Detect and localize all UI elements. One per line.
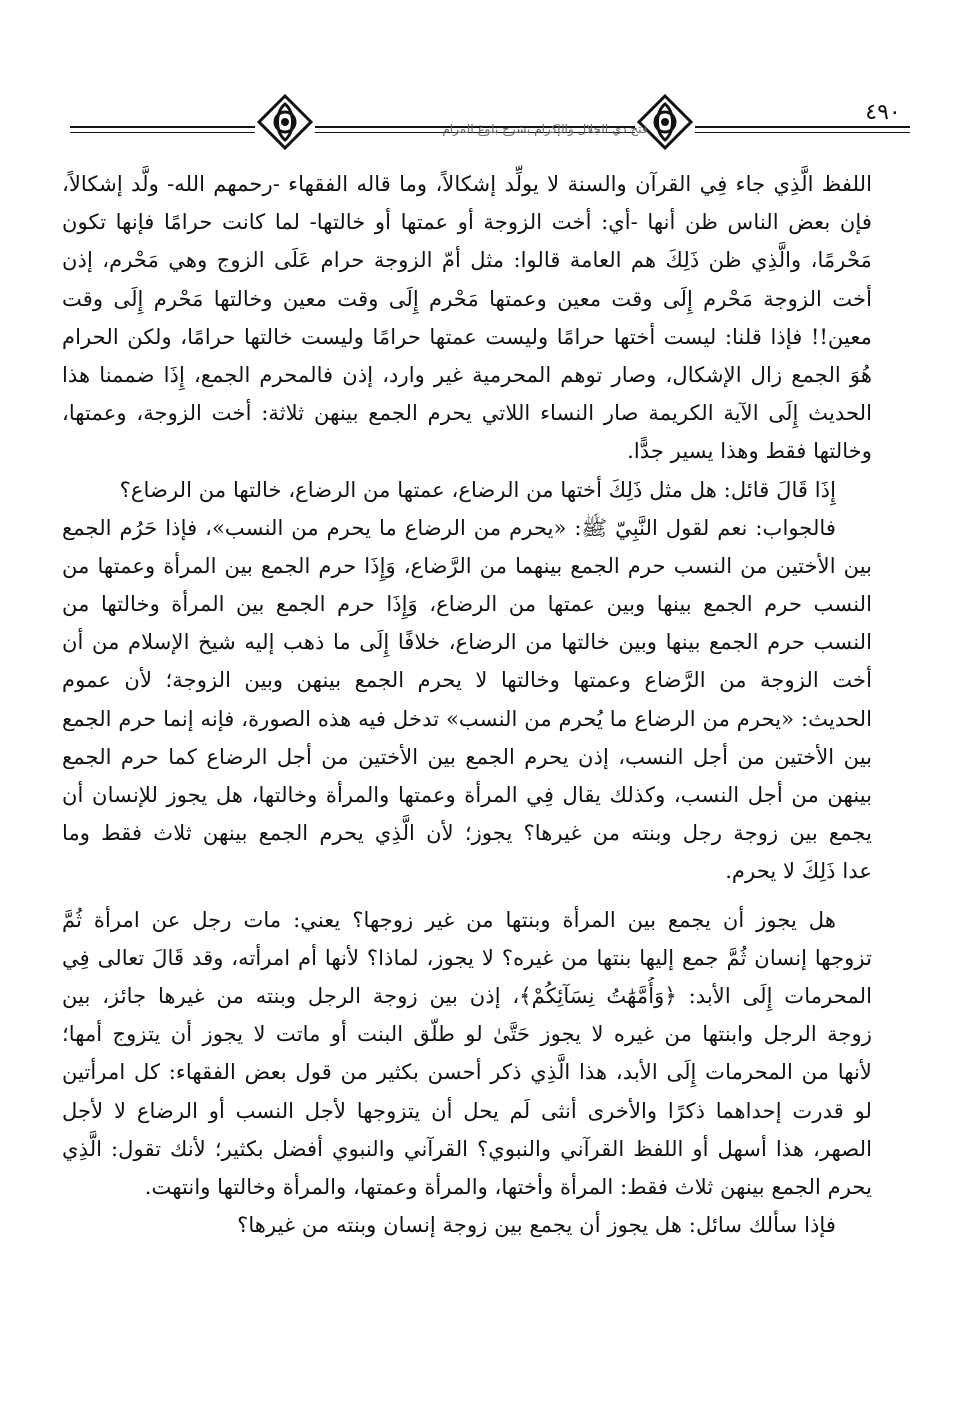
text-line: فالجواب: نعم لقول النَّبِيّ ﷺ: «يحرم من الرضاع ما يحرم من النسب»، فإذا حَرُم الجمع <box>62 514 836 540</box>
text-line: الحديث إِلَى الآية الكريمة صار النساء اللاتي يحرم الجمع بينهن ثلاثة: أخت الزوجة، وعمتها، <box>62 400 872 426</box>
page-header <box>70 90 910 160</box>
text-line: يحرم الجمع بينهن ثلاث فقط: المرأة وأختها، والمرأة وعمتها، والمرأة وخالتها وانتهت. <box>144 1173 872 1199</box>
text-line: فإذا سألك سائل: هل يجوز أن يجمع بين زوجة إنسان وبنته من غيرها؟ <box>237 1212 836 1238</box>
text-line: تزوجها إنسان ثُمَّ جمع إليها بنتها من غيره؟ لا يجوز، لماذا؟ لأنها أم امرأته، وقد قَالَ تعالى فِي <box>62 944 872 970</box>
text-line: المحرمات إِلَى الأبد: ﴿وَأُمَّهَٰتُ نِسَآئِكُمْ﴾، إذن بين زوجة الرجل وبنته من غيرها جائز، بين <box>62 982 872 1008</box>
page-number: ٤٩٠ <box>865 100 901 125</box>
left-ornament-icon <box>255 92 315 152</box>
text-line: وخالتها فقط وهذا يسير جدًّا. <box>627 438 872 464</box>
body-text <box>62 165 872 1244</box>
paragraph-gap <box>62 891 872 901</box>
text-line: أخت الزوجة من الرَّضاع وعمتها وخالتها لا يحرم الجمع بينهن وبين الزوجة؛ لأن عموم <box>62 667 872 693</box>
text-line: النسب حرم الجمع بينها وبين خالتها من الرضاع، خلافًا إِلَى ما ذهب إليه شيخ الإسلام من أن <box>62 629 872 655</box>
text-line: لأنها من المحرمات إِلَى الأبد، هذا الَّذِي ذكر أحسن بكثير من قول بعض الفقهاء: كل امرأتين <box>62 1059 872 1085</box>
text-line: مَحْرمًا، والَّذِي ظن ذَلِكَ هم العامة قالوا: مثل أمّ الزوجة حرام عَلَى الزوج وهي مَحْرم، إذن <box>62 247 872 273</box>
text-line: يجمع بين زوجة رجل وبنته من غيرها؟ يجوز؛ لأن الَّذِي يحرم الجمع بينهن ثلاث فقط وما <box>62 820 872 846</box>
text-line: فإن بعض الناس ظن أنها -أي: أخت الزوجة أو عمتها أو خالتها- لما كانت حرامًا فإنها تكون <box>62 209 872 235</box>
text-line: بين الأختين من أجل النسب، إذن يحرم الجمع بين الأختين من أجل الرضاع كما حرم الجمع <box>62 743 872 769</box>
text-line: هل يجوز أن يجمع بين المرأة وبنتها من غير زوجها؟ يعني: مات رجل عن امرأة ثُمَّ <box>62 906 836 932</box>
text-line: عدا ذَلِكَ لا يحرم. <box>725 858 872 884</box>
text-line: هُوَ الجمع زال الإشكال، وصار توهم المحرمية غير وارد، إذن فالمحرم الجمع، إِذَا ضممنا هذا <box>62 361 872 387</box>
text-line: زوجة الرجل وابنتها من غيره لا يجوز حَتَّىٰ لو طلّق البنت أو ماتت لا يجوز أن يتزوج أمها؛ <box>62 1021 872 1047</box>
text-line: بينهن من أجل النسب، وكذلك يقال فِي المرأة وعمتها والمرأة وخالتها، هل يجوز للإنسان أن <box>62 782 872 807</box>
text-line: معين!! فإذا قلنا: ليست أختها حرامًا وليست عمتها حرامًا وليست خالتها حرامًا، ولكن الحرام <box>62 323 872 349</box>
text-line: لو قدرت إحداهما ذكرًا والأخرى أنثى لَم يحل أن يتزوجها لأجل النسب أو الرضاع لا لأجل <box>62 1097 872 1123</box>
running-title: فتح ذي الجلال والإكرام بشرح بلوغ المرام <box>442 122 648 136</box>
text-line: الحديث: «يحرم من الرضاع ما يُحرم من النسب» تدخل فيه هذه الصورة، فإنه إنما حرم الجمع <box>62 705 872 731</box>
text-line: النسب حرم الجمع بينها وبين عمتها من الرضاع، وَإِذَا حرم الجمع بين المرأة وخالتها من <box>62 591 872 617</box>
text-line: بين الأختين من النسب حرم الجمع بينهما من الرَّضاع، وَإِذَا حرم الجمع بين المرأة وعمتها من <box>62 552 872 578</box>
text-line: أخت الزوجة مَحْرم إِلَى وقت معين وعمتها مَحْرم إِلَى وقت معين وخالتها مَحْرم إِلَى وقت <box>62 285 872 311</box>
text-line: إِذَا قَالَ قائل: هل مثل ذَلِكَ أختها من الرضاع، عمتها من الرضاع، خالتها من الرضاع؟ <box>119 476 836 502</box>
text-line: الصهر، هذا أسهل أو اللفظ القرآني والنبوي؟ القرآني والنبوي أفضل بكثير؛ لأنك تقول: الَّذِي <box>62 1135 872 1161</box>
text-line: اللفظ الَّذِي جاء فِي القرآن والسنة لا يولِّد إشكالاً، وما قاله الفقهاء -رحمهم الله- ولَّد إشكالاً، <box>62 171 872 196</box>
